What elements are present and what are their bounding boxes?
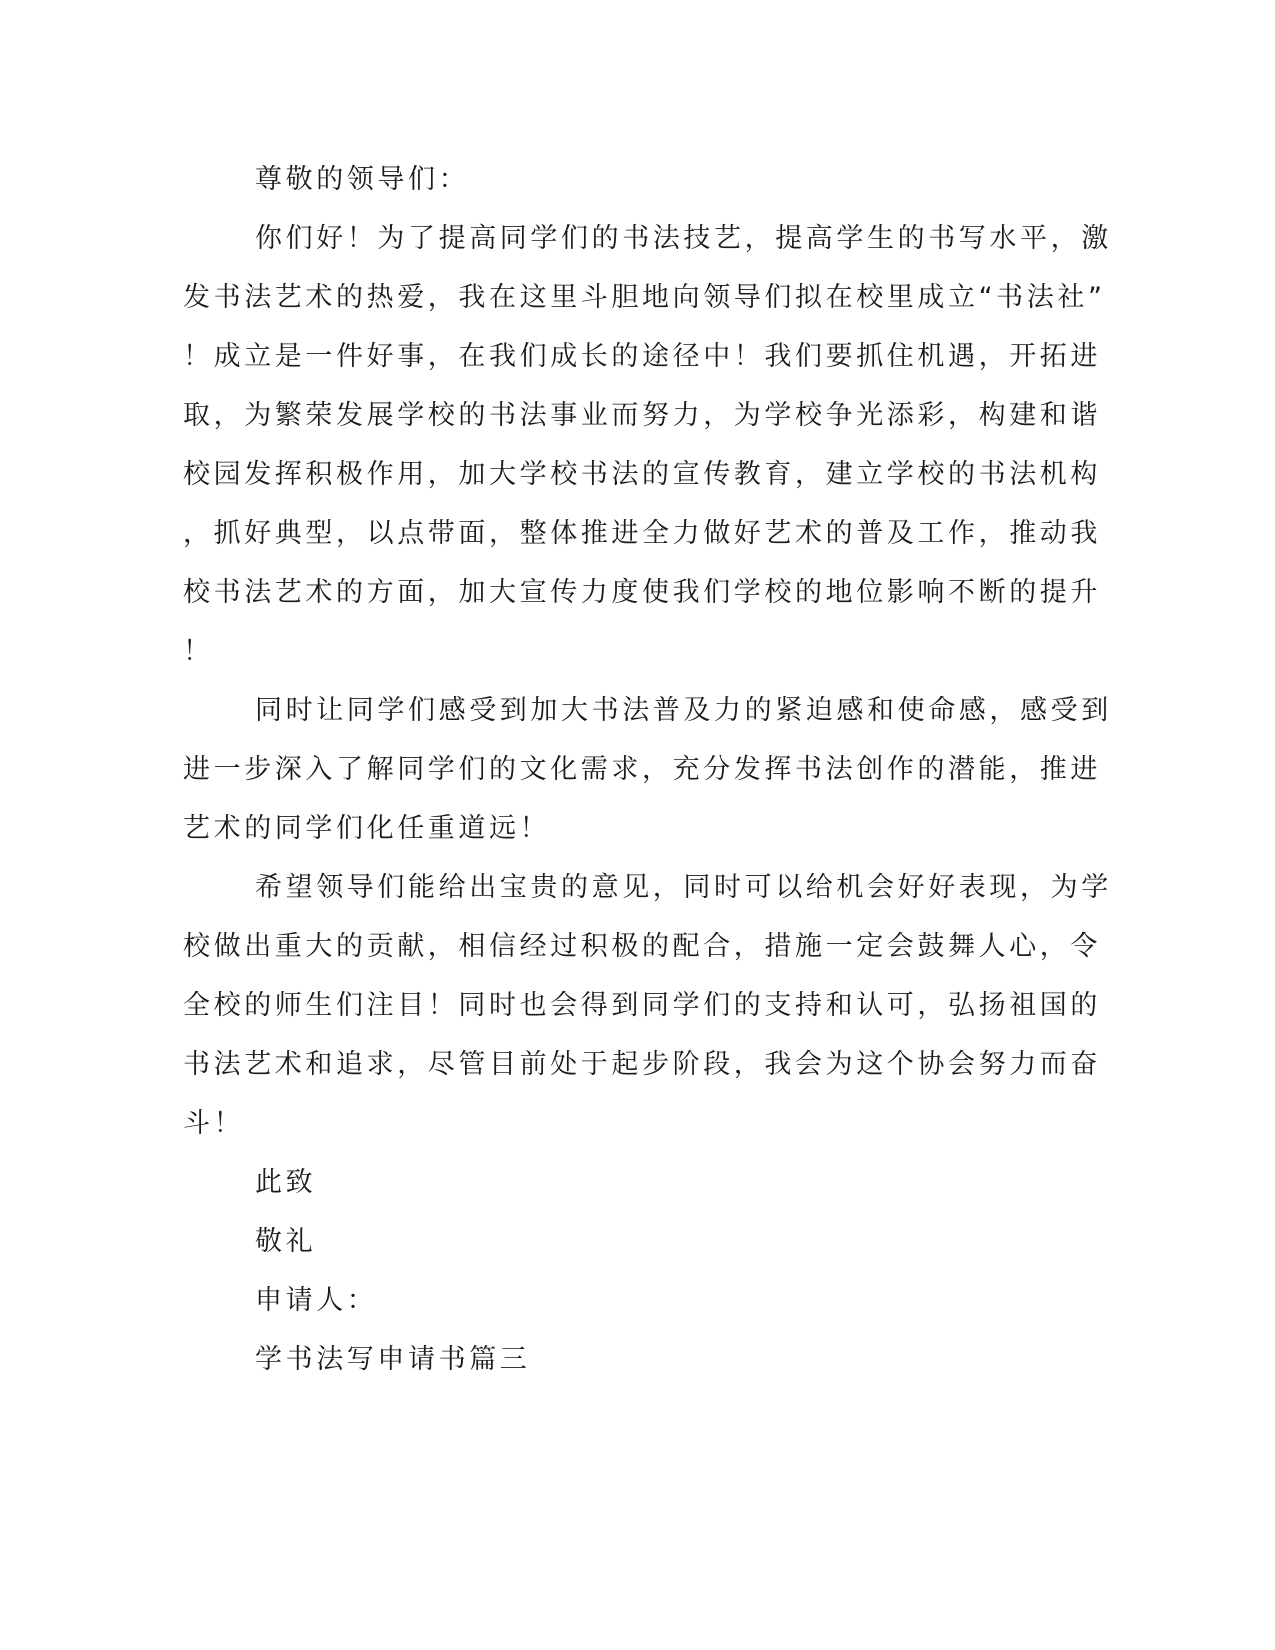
paragraph-3-line-4: 书法艺术和追求，尽管目前处于起步阶段，我会为这个协会努力而奋 bbox=[183, 1049, 1101, 1080]
salutation: 尊敬的领导们： bbox=[255, 164, 470, 195]
paragraph-2-line-1: 同时让同学们感受到加大书法普及力的紧迫感和使命感，感受到 bbox=[255, 695, 1112, 726]
next-section-title: 学书法写申请书篇三 bbox=[255, 1344, 531, 1375]
paragraph-3-line-3: 全校的师生们注目！同时也会得到同学们的支持和认可，弘扬祖国的 bbox=[183, 990, 1101, 1021]
paragraph-3-line-5: 斗！ bbox=[183, 1108, 245, 1139]
closing-line-1: 此致 bbox=[255, 1167, 317, 1198]
closing-line-2: 敬礼 bbox=[255, 1226, 317, 1257]
paragraph-3-line-2: 校做出重大的贡献，相信经过积极的配合，措施一定会鼓舞人心，令 bbox=[183, 931, 1101, 962]
paragraph-3-line-1: 希望领导们能给出宝贵的意见，同时可以给机会好好表现，为学 bbox=[255, 872, 1112, 903]
paragraph-1-line-2: 发书法艺术的热爱，我在这里斗胆地向领导们拟在校里成立“书法社” bbox=[183, 282, 1106, 313]
paragraph-1-line-1: 你们好！为了提高同学们的书法技艺，提高学生的书写水平，激 bbox=[255, 223, 1112, 254]
paragraph-1-line-8: ！ bbox=[183, 636, 214, 667]
applicant-label: 申请人： bbox=[255, 1285, 378, 1316]
paragraph-2-line-2: 进一步深入了解同学们的文化需求，充分发挥书法创作的潜能，推进 bbox=[183, 754, 1101, 785]
paragraph-1-line-7: 校书法艺术的方面，加大宣传力度使我们学校的地位影响不断的提升 bbox=[183, 577, 1101, 608]
paragraph-1-line-6: ，抓好典型，以点带面，整体推进全力做好艺术的普及工作，推动我 bbox=[183, 518, 1101, 549]
paragraph-2-line-3: 艺术的同学们化任重道远！ bbox=[183, 813, 551, 844]
paragraph-1-line-3: ！成立是一件好事，在我们成长的途径中！我们要抓住机遇，开拓进 bbox=[183, 341, 1101, 372]
paragraph-1-line-5: 校园发挥积极作用，加大学校书法的宣传教育，建立学校的书法机构 bbox=[183, 459, 1101, 490]
paragraph-1-line-4: 取，为繁荣发展学校的书法事业而努力，为学校争光添彩，构建和谐 bbox=[183, 400, 1101, 431]
